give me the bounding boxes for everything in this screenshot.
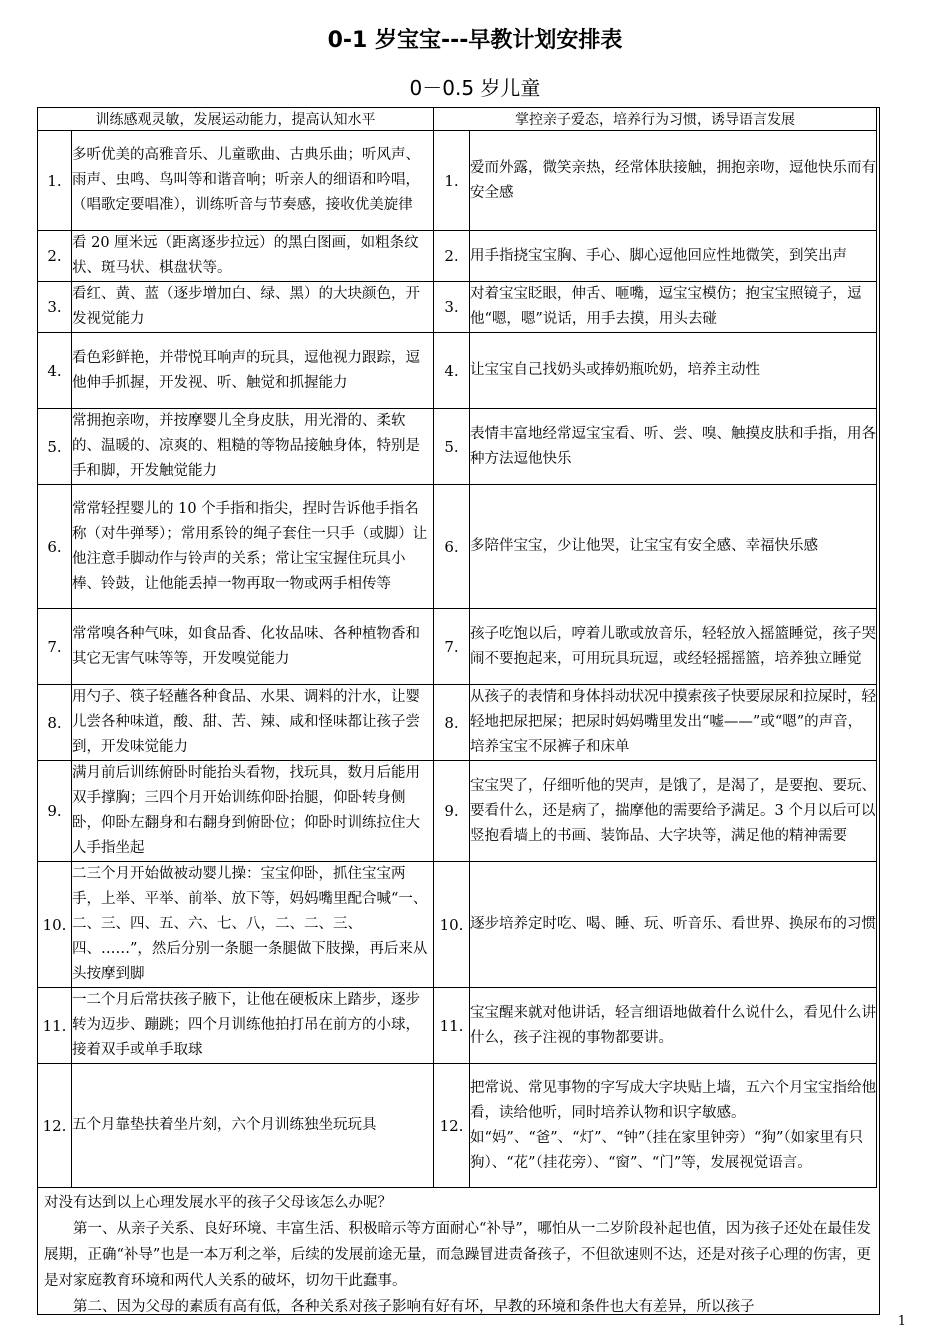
table-row xyxy=(38,485,877,609)
table-row xyxy=(38,282,877,333)
notes-paragraph-1: 第一、从亲子关系、良好环境、丰富生活、积极暗示等方面耐心“补导”，哪怕从一二岁阶段补起也值，因为孩子还处在最佳发展期，正确“补导”也是一本万利之举，后续的发展前途无量，而急躁冒进责备孩子，不但欲速则不达，还是对孩子心理的伤害，更是对家庭教育环境和两代人关系的破坏，切勿干此蠢事。 xyxy=(44,1221,871,1289)
table-row xyxy=(38,761,877,862)
notes-question: 对没有达到以上心理发展水平的孩子父母该怎么办呢？ xyxy=(44,1195,392,1211)
row-right-text: 对着宝宝眨眼，伸舌、咂嘴，逗宝宝模仿；抱宝宝照镜子，逗他“嗯，嗯”说话，用手去摸，用头去碰 xyxy=(470,282,877,333)
row-number-right: 2. xyxy=(434,231,470,282)
row-right-text: 把常说、常见事物的字写成大字块贴上墙，五六个月宝宝指给他看，读给他听，同时培养认物和识字敏感。如“妈”、“爸”、“灯”、“钟”（挂在家里钟旁）“狗”（如家里有只狗）、“花”（挂花旁）、“窗”、“门”等，发展视觉语言。 xyxy=(470,1064,877,1188)
table-row xyxy=(38,131,877,231)
page-subtitle: 0－0.5 岁儿童 xyxy=(409,76,541,100)
table-row xyxy=(38,609,877,685)
table-header-row xyxy=(38,108,877,131)
page-title: 0-1 岁宝宝---早教计划安排表 xyxy=(327,28,623,53)
page-number: 1 xyxy=(897,1314,906,1329)
row-number-right: 5. xyxy=(434,409,470,485)
row-right-text: 从孩子的表情和身体抖动状况中摸索孩子快要尿尿和拉屎时，轻轻地把尿把屎；把尿时妈妈嘴里发出“嘘——”或“嗯”的声音，培养宝宝不尿裤子和床单 xyxy=(470,685,877,761)
row-left-text: 常拥抱亲吻，并按摩婴儿全身皮肤，用光滑的、柔软的、温暖的、凉爽的、粗糙的等物品接触身体，特别是手和脚，开发触觉能力 xyxy=(72,409,434,485)
notes-section xyxy=(44,1190,874,1320)
table-row xyxy=(38,231,877,282)
row-number-left: 5. xyxy=(38,409,72,485)
row-number-right: 9. xyxy=(434,761,470,862)
row-number-right: 11. xyxy=(434,988,470,1064)
row-number-left: 10. xyxy=(38,862,72,988)
row-left-text: 看 20 厘米远（距离逐步拉远）的黑白图画，如粗条纹状、斑马状、棋盘状等。 xyxy=(72,231,434,282)
row-number-left: 4. xyxy=(38,333,72,409)
row-left-text: 常常轻捏婴儿的 10 个手指和指尖，捏时告诉他手指名称（对牛弹琴）；常用系铃的绳子套住一只手（或脚）让他注意手脚动作与铃声的关系；常让宝宝握住玩具小棒、铃鼓，让他能丢掉一物再取一物或两手相传等 xyxy=(72,485,434,609)
row-left-text: 看红、黄、蓝（逐步增加白、绿、黑）的大块颜色，开发视觉能力 xyxy=(72,282,434,333)
row-number-left: 1. xyxy=(38,131,72,231)
row-right-text: 让宝宝自己找奶头或捧奶瓶吮奶，培养主动性 xyxy=(470,333,877,409)
row-right-text: 逐步培养定时吃、喝、睡、玩、听音乐、看世界、换尿布的习惯 xyxy=(470,862,877,988)
table-row xyxy=(38,862,877,988)
row-right-text: 多陪伴宝宝，少让他哭，让宝宝有安全感、幸福快乐感 xyxy=(470,485,877,609)
row-right-text: 宝宝哭了，仔细听他的哭声，是饿了，是渴了，是要抱、要玩、要看什么，还是病了，揣摩他的需要给予满足。3 个月以后可以竖抱看墙上的书画、装饰品、大字块等，满足他的精神需要 xyxy=(470,761,877,862)
row-right-text: 宝宝醒来就对他讲话，轻言细语地做着什么说什么，看见什么讲什么，孩子注视的事物都要讲。 xyxy=(470,988,877,1064)
row-left-text: 满月前后训练俯卧时能抬头看物，找玩具，数月后能用双手撑胸；三四个月开始训练仰卧抬腿，仰卧转身侧卧，仰卧左翻身和右翻身到俯卧位；仰卧时训练拉住大人手指坐起 xyxy=(72,761,434,862)
table-row xyxy=(38,333,877,409)
row-left-text: 看色彩鲜艳，并带悦耳响声的玩具，逗他视力跟踪，逗他伸手抓握，开发视、听、触觉和抓握能力 xyxy=(72,333,434,409)
row-number-left: 2. xyxy=(38,231,72,282)
row-number-right: 10. xyxy=(434,862,470,988)
row-left-text: 二三个月开始做被动婴儿操：宝宝仰卧，抓住宝宝两手，上举、平举、前举、放下等，妈妈嘴里配合喊“一、二、三、四、五、六、七、八，二、二、三、四、……”，然后分别一条腿一条腿做下肢操，再后来从头按摩到脚 xyxy=(72,862,434,988)
row-left-text: 多听优美的高雅音乐、儿童歌曲、古典乐曲；听风声、雨声、虫鸣、鸟叫等和谐音响；听亲人的细语和吟唱，（唱歌定要唱准），训练听音与节奏感，接收优美旋律 xyxy=(72,131,434,231)
header-left: 训练感观灵敏，发展运动能力，提高认知水平 xyxy=(38,108,434,131)
table-row xyxy=(38,409,877,485)
row-number-left: 6. xyxy=(38,485,72,609)
row-left-text: 用勺子、筷子轻蘸各种食品、水果、调料的汁水，让婴儿尝各种味道，酸、甜、苦、辣、咸和怪味都让孩子尝到，开发味觉能力 xyxy=(72,685,434,761)
row-number-right: 4. xyxy=(434,333,470,409)
row-number-right: 6. xyxy=(434,485,470,609)
row-left-text: 一二个月后常扶孩子腋下，让他在硬板床上踏步，逐步转为迈步、蹦跳；四个月训练他拍打吊在前方的小球，接着双手或单手取球 xyxy=(72,988,434,1064)
plan-table xyxy=(37,107,877,1188)
row-number-left: 9. xyxy=(38,761,72,862)
row-left-text: 常常嗅各种气味，如食品香、化妆品味、各种植物香和其它无害气味等等，开发嗅觉能力 xyxy=(72,609,434,685)
table-row xyxy=(38,1064,877,1188)
row-number-left: 8. xyxy=(38,685,72,761)
row-number-left: 7. xyxy=(38,609,72,685)
row-number-right: 12. xyxy=(434,1064,470,1188)
row-right-text: 用手指挠宝宝胸、手心、脚心逗他回应性地微笑，到笑出声 xyxy=(470,231,877,282)
row-number-left: 12. xyxy=(38,1064,72,1188)
row-left-text: 五个月靠垫扶着坐片刻，六个月训练独坐玩玩具 xyxy=(72,1064,434,1188)
row-number-right: 1. xyxy=(434,131,470,231)
row-right-text: 爱而外露，微笑亲热，经常体肤接触，拥抱亲吻，逗他快乐而有安全感 xyxy=(470,131,877,231)
row-number-left: 3. xyxy=(38,282,72,333)
notes-paragraph-2: 第二、因为父母的素质有高有低，各种关系对孩子影响有好有坏，早教的环境和条件也大有差异，所以孩子 xyxy=(73,1299,755,1315)
header-right: 掌控亲子爱态，培养行为习惯，诱导语言发展 xyxy=(434,108,877,131)
row-number-right: 7. xyxy=(434,609,470,685)
table-row xyxy=(38,685,877,761)
row-right-text: 孩子吃饱以后，哼着儿歌或放音乐，轻轻放入摇篮睡觉，孩子哭闹不要抱起来，可用玩具玩逗，或经轻摇摇篮，培养独立睡觉 xyxy=(470,609,877,685)
row-right-text: 表情丰富地经常逗宝宝看、听、尝、嗅、触摸皮肤和手指，用各种方法逗他快乐 xyxy=(470,409,877,485)
row-number-left: 11. xyxy=(38,988,72,1064)
row-number-right: 3. xyxy=(434,282,470,333)
row-number-right: 8. xyxy=(434,685,470,761)
table-row xyxy=(38,988,877,1064)
